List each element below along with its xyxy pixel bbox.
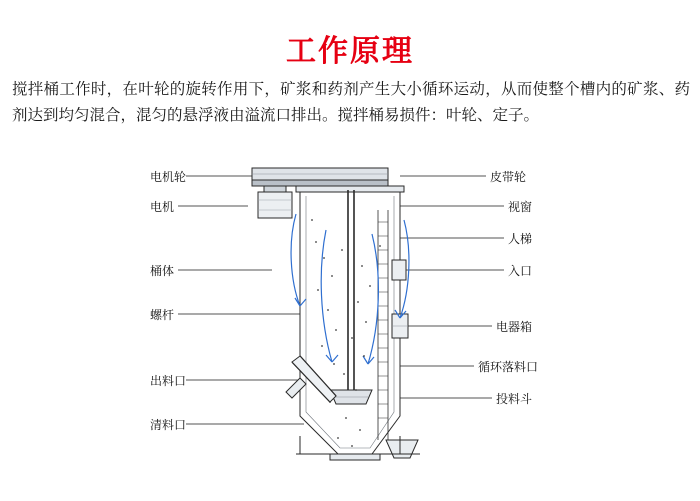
description-paragraph: 搅拌桶工作时，在叶轮的旋转作用下，矿浆和药剂产生大小循环运动，从而使整个槽内的矿浆、药剂达到均匀混合，混匀的悬浮液由溢流口排出。搅拌桶易损件：叶轮、定子。 — [12, 80, 690, 124]
label-screw: 螺杆 — [150, 308, 175, 322]
label-motor-wheel: 电机轮 — [150, 170, 187, 184]
label-sight-glass: 视窗 — [508, 200, 533, 214]
agitation-tank-diagram — [0, 150, 700, 480]
diagram-drawing — [0, 150, 700, 480]
label-belt-wheel: 皮带轮 — [490, 170, 527, 184]
page-title: 工作原理 — [286, 34, 414, 69]
label-clean-port: 清料口 — [150, 418, 187, 432]
label-electric-cabinet: 电器箱 — [496, 320, 533, 334]
label-inlet: 入口 — [508, 264, 533, 278]
label-motor: 电机 — [150, 200, 175, 214]
label-discharge-port: 出料口 — [150, 374, 187, 388]
label-circulation-drop-port: 循环落料口 — [478, 360, 539, 374]
label-feed-hopper: 投料斗 — [496, 392, 533, 406]
label-tank-body: 桶体 — [150, 264, 175, 278]
label-ladder: 人梯 — [508, 232, 533, 246]
